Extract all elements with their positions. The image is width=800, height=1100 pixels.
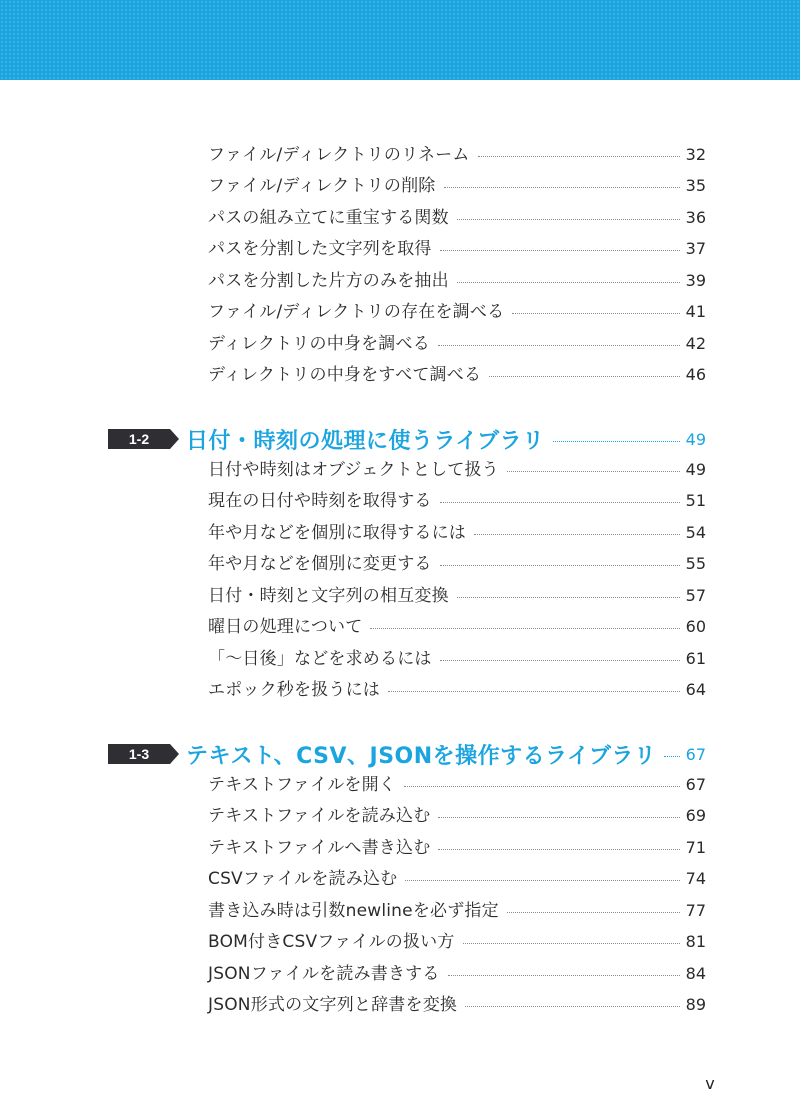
- section-title: テキスト、CSV、JSONを操作するライブラリ: [186, 743, 657, 769]
- section-heading-1-3[interactable]: [108, 737, 706, 771]
- entry-title: 曜日の処理について: [208, 617, 363, 637]
- toc-entry[interactable]: [208, 300, 706, 324]
- dot-leader: [457, 219, 680, 220]
- toc-entry[interactable]: [208, 489, 706, 513]
- entry-title: JSONファイルを読み書きする: [208, 964, 440, 984]
- entry-page: 55: [685, 554, 706, 573]
- toc-entry[interactable]: [208, 647, 706, 671]
- toc-entry[interactable]: [208, 332, 706, 356]
- section-number-badge: 1-2: [108, 429, 170, 449]
- section-number-badge: 1-3: [108, 744, 170, 764]
- toc-entry[interactable]: [208, 269, 706, 293]
- dot-leader: [463, 943, 680, 944]
- dot-leader: [440, 502, 680, 503]
- toc-entry[interactable]: [208, 615, 706, 639]
- toc-entry[interactable]: [208, 993, 706, 1017]
- entry-page: 41: [685, 302, 706, 321]
- toc-entry[interactable]: [208, 678, 706, 702]
- dot-leader: [489, 376, 679, 377]
- entry-title: 日付や時刻はオブジェクトとして扱う: [208, 460, 499, 480]
- entry-page: 57: [685, 586, 706, 605]
- entry-page: 89: [685, 995, 706, 1014]
- entry-title: ファイル/ディレクトリのリネーム: [208, 145, 470, 165]
- section-heading-1-2[interactable]: [108, 422, 706, 456]
- entry-title: CSVファイルを読み込む: [208, 869, 398, 889]
- entry-title: ディレクトリの中身をすべて調べる: [208, 365, 482, 385]
- dot-leader: [664, 756, 679, 757]
- entry-page: 51: [685, 491, 706, 510]
- entry-title: エポック秒を扱うには: [208, 680, 380, 700]
- toc-entry[interactable]: [208, 804, 706, 828]
- entry-page: 77: [685, 901, 706, 920]
- toc-entry[interactable]: [208, 143, 706, 167]
- dot-leader: [507, 912, 680, 913]
- toc-entry[interactable]: [208, 206, 706, 230]
- toc-entry[interactable]: [208, 584, 706, 608]
- header-dot-pattern: [0, 0, 800, 80]
- dot-leader: [438, 345, 680, 346]
- entry-title: 年や月などを個別に取得するには: [208, 523, 466, 543]
- entry-page: 69: [685, 806, 706, 825]
- entry-title: テキストファイルへ書き込む: [208, 838, 431, 858]
- toc-entry[interactable]: [208, 237, 706, 261]
- toc-entry[interactable]: [208, 363, 706, 387]
- dot-leader: [553, 441, 680, 442]
- entry-title: 日付・時刻と文字列の相互変換: [208, 586, 449, 606]
- entry-page: 71: [685, 838, 706, 857]
- entry-title: 書き込み時は引数newlineを必ず指定: [208, 901, 499, 921]
- section-page: 67: [685, 744, 706, 764]
- toc-entry[interactable]: [208, 930, 706, 954]
- entry-page: 35: [685, 176, 706, 195]
- entry-title: BOM付きCSVファイルの扱い方: [208, 932, 455, 952]
- entry-title: 「〜日後」などを求めるには: [208, 649, 432, 669]
- toc-entry[interactable]: [208, 836, 706, 860]
- entry-page: 36: [685, 208, 706, 227]
- entry-page: 37: [685, 239, 706, 258]
- entry-title: ファイル/ディレクトリの存在を調べる: [208, 302, 505, 322]
- entry-page: 39: [685, 271, 706, 290]
- dot-leader: [457, 597, 680, 598]
- toc-entry[interactable]: [208, 899, 706, 923]
- entry-page: 60: [685, 617, 706, 636]
- entry-title: パスの組み立てに重宝する関数: [208, 208, 449, 228]
- page-number: v: [705, 1074, 715, 1093]
- dot-leader: [440, 250, 680, 251]
- entry-title: 年や月などを個別に変更する: [208, 554, 432, 574]
- entry-page: 64: [685, 680, 706, 699]
- dot-leader: [438, 849, 679, 850]
- dot-leader: [370, 628, 679, 629]
- dot-leader: [438, 817, 679, 818]
- toc-entry[interactable]: [208, 174, 706, 198]
- entry-title: テキストファイルを開く: [208, 775, 397, 795]
- dot-leader: [440, 565, 680, 566]
- dot-leader: [388, 691, 680, 692]
- entry-title: ディレクトリの中身を調べる: [208, 334, 430, 354]
- entry-title: パスを分割した文字列を取得: [208, 239, 432, 259]
- entry-page: 54: [685, 523, 706, 542]
- entry-title: テキストファイルを読み込む: [208, 806, 431, 826]
- dot-leader: [440, 660, 680, 661]
- entry-page: 81: [685, 932, 706, 951]
- entry-page: 61: [685, 649, 706, 668]
- dot-leader: [448, 975, 680, 976]
- section-page: 49: [685, 429, 706, 449]
- section-title: 日付・時刻の処理に使うライブラリ: [186, 428, 545, 454]
- entry-page: 74: [685, 869, 706, 888]
- dot-leader: [478, 156, 680, 157]
- dot-leader: [507, 471, 680, 472]
- dot-leader: [512, 313, 679, 314]
- toc-entry[interactable]: [208, 552, 706, 576]
- entry-title: 現在の日付や時刻を取得する: [208, 491, 432, 511]
- dot-leader: [405, 880, 679, 881]
- dot-leader: [404, 786, 680, 787]
- entry-page: 42: [685, 334, 706, 353]
- entry-title: パスを分割した片方のみを抽出: [208, 271, 449, 291]
- dot-leader: [474, 534, 680, 535]
- entry-page: 67: [685, 775, 706, 794]
- header-band: [0, 0, 800, 80]
- entry-title: JSON形式の文字列と辞書を変換: [208, 995, 458, 1015]
- toc-entry[interactable]: [208, 962, 706, 986]
- entry-page: 46: [685, 365, 706, 384]
- entry-page: 84: [685, 964, 706, 983]
- toc-entry[interactable]: [208, 458, 706, 482]
- dot-leader: [465, 1006, 680, 1007]
- entry-page: 49: [685, 460, 706, 479]
- entry-title: ファイル/ディレクトリの削除: [208, 176, 436, 196]
- dot-leader: [457, 282, 680, 283]
- toc-entry[interactable]: [208, 521, 706, 545]
- toc-entry[interactable]: [208, 773, 706, 797]
- dot-leader: [444, 187, 680, 188]
- toc-entry[interactable]: [208, 867, 706, 891]
- entry-page: 32: [685, 145, 706, 164]
